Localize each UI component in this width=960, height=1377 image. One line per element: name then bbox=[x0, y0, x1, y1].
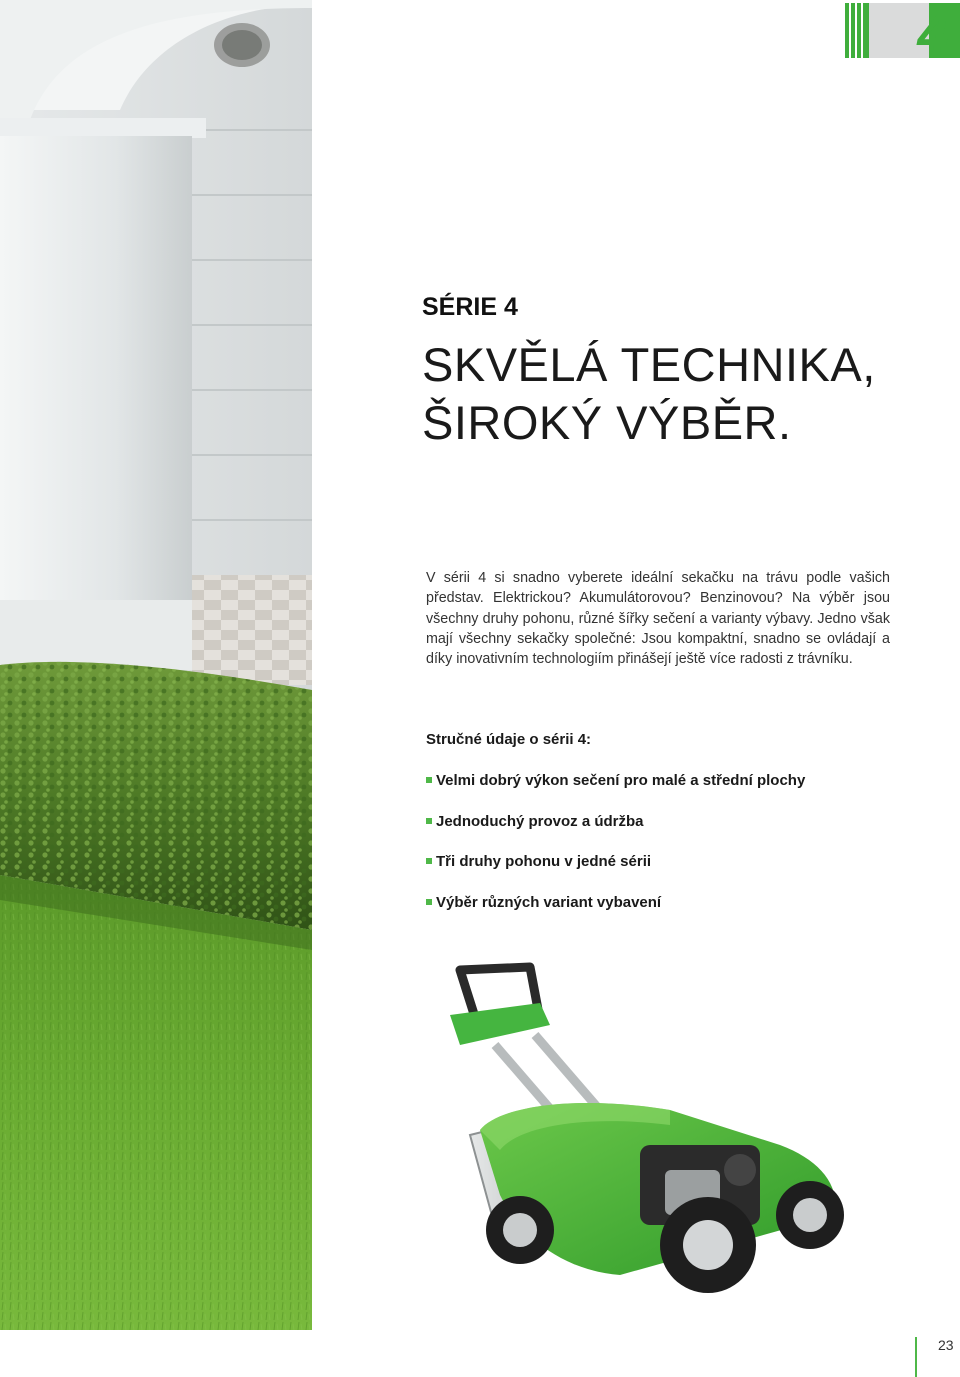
list-item bbox=[426, 852, 805, 893]
series-label: SÉRIE 4 bbox=[422, 293, 518, 321]
list-item-text: Jednoduchý provoz a údržba bbox=[436, 812, 644, 830]
list-item-text: Výběr různých variant vybavení bbox=[436, 893, 662, 911]
page-number: 23 bbox=[938, 1337, 954, 1353]
intro-paragraph: V sérii 4 si snadno vyberete ideální sekačku na trávu podle vašich představ. Elektrickou? Akumulátorovou? Benzinovou? Na výběr jsou všechny druhy pohonu, různé šířky sečení a varianty výbavy. Jedno však mají všechny sekačky společné: Jsou kompaktní, snadno se ovládají a díky inovativním technologiím přinášejí ještě více radosti z trávníku. bbox=[426, 570, 890, 668]
series-badge-number: 4 bbox=[917, 3, 949, 58]
series-badge-icon bbox=[843, 3, 960, 58]
bullet-square-icon bbox=[426, 899, 432, 905]
garden-hedge-lawn-photo bbox=[0, 0, 312, 1330]
list-item-text: Tři druhy pohonu v jedné sérii bbox=[436, 853, 652, 870]
page-title-line-1: SKVĚLÁ TECHNIKA, bbox=[422, 338, 876, 391]
footer-rule bbox=[915, 1337, 917, 1377]
list-item-text: Velmi dobrý výkon sečení pro malé a střední plochy bbox=[436, 772, 806, 789]
page-title bbox=[422, 336, 942, 452]
list-item bbox=[426, 771, 805, 812]
list-item bbox=[426, 812, 805, 853]
facts-list bbox=[426, 771, 805, 933]
bullet-square-icon bbox=[426, 777, 432, 783]
lawn-mower-illustration bbox=[440, 955, 870, 1295]
page-title-line-2: ŠIROKÝ VÝBĚR. bbox=[422, 396, 792, 449]
facts-title: Stručné údaje o sérii 4: bbox=[426, 731, 592, 748]
list-item bbox=[426, 893, 805, 934]
bullet-square-icon bbox=[426, 818, 432, 824]
bullet-square-icon bbox=[426, 858, 432, 864]
